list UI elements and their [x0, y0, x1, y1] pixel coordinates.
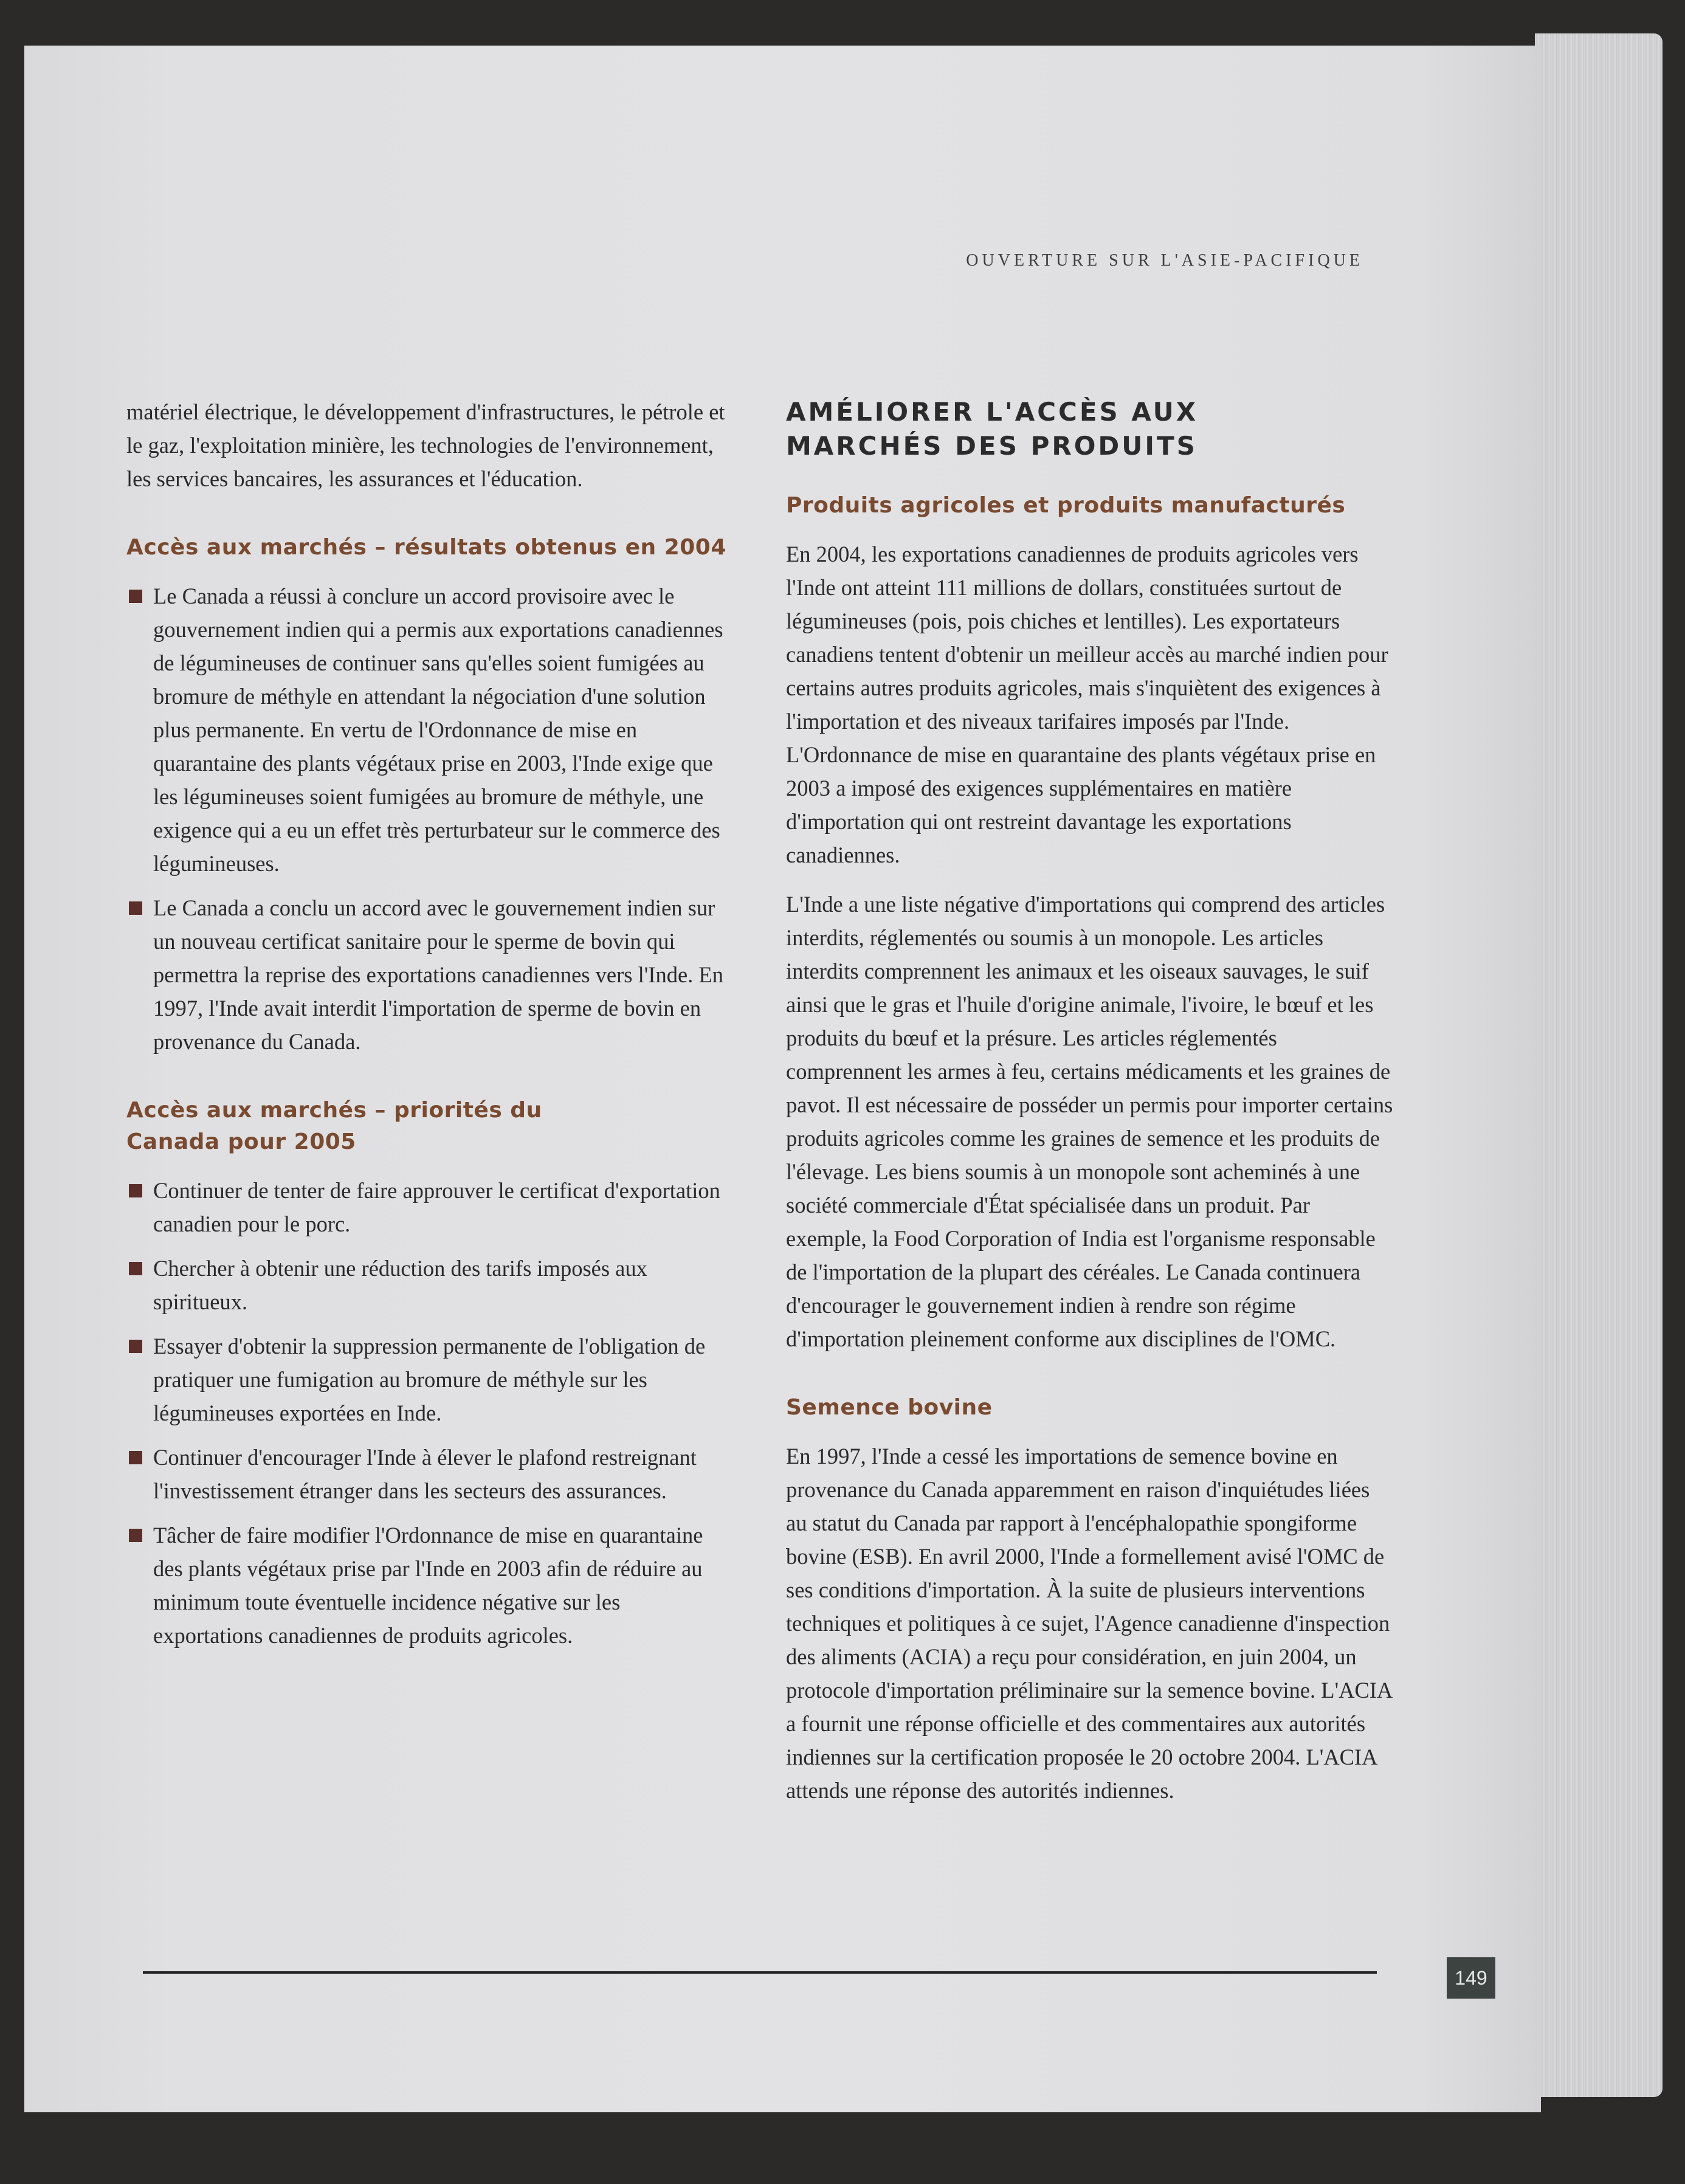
bullet-square-icon	[129, 1184, 142, 1197]
footer-rule	[143, 1971, 1377, 1974]
running-head: OUVERTURE SUR L'ASIE-PACIFIQUE	[966, 251, 1363, 270]
results-list	[126, 579, 728, 1058]
book-page	[24, 46, 1541, 2112]
heading-agricultural-products: Produits agricoles et produits manufacturés	[786, 493, 1346, 518]
list-item: Essayer d'obtenir la suppression permanente de l'obligation de pratiquer une fumigation au bromure de méthyle sur les légumineuses exportées en Inde.	[126, 1329, 728, 1430]
bullet-square-icon	[129, 1451, 142, 1464]
heading-priorities-2005: Accès aux marchés – priorités du Canada pour 2005	[126, 1098, 542, 1154]
paragraph-bovine-semen: En 1997, l'Inde a cessé les importations de semence bovine en provenance du Canada apparemment en raison d'inquiétudes liées au statut du Canada par rapport à l'encéphalopathie spongiforme bovine (ESB). En avril 2000, l'Inde a formellement avisé l'OMC de ses conditions d'importation. À la suite de plusieurs interventions techniques et politiques à ce sujet, l'Agence canadienne d'inspection des aliments (ACIA) a reçu pour considération, en juin 2004, un protocole d'importation préliminaire sur la semence bovine. L'ACIA a fournit une réponse officielle et des commentaires aux autorités indiennes sur la certification proposée le 20 octobre 2004. L'ACIA attends une réponse des autorités indiennes.	[786, 1444, 1392, 1803]
list-item: Continuer de tenter de faire approuver le certificat d'exportation canadien pour le porc.	[126, 1174, 728, 1241]
priorities-list	[126, 1174, 728, 1652]
book-page-edges	[1535, 33, 1663, 2097]
left-column	[126, 395, 728, 1663]
paragraph-exports-2004: En 2004, les exportations canadiennes de produits agricoles vers l'Inde ont atteint 111 millions de dollars, constituées surtout de légumineuses (pois, pois chiches et lentilles). Les exportateurs canadiens tentent d'obtenir un meilleur accès au marché indien pour certains autres produits agricoles, mais s'inquiètent des exigences à l'importation et des niveaux tarifaires imposés par l'Inde. L'Ordonnance de mise en quarantaine des plants végétaux prise en 2003 a imposé des exigences supplémentaires en matière d'importation qui ont restreint davantage les exportations canadiennes.	[786, 542, 1388, 867]
right-column	[786, 395, 1394, 1823]
bullet-square-icon	[129, 590, 142, 603]
page-number: 149	[1447, 1957, 1495, 1999]
bullet-square-icon	[129, 901, 142, 915]
list-item: Continuer d'encourager l'Inde à élever le plafond restreignant l'investissement étranger dans les secteurs des assurances.	[126, 1441, 728, 1507]
list-item: Le Canada a conclu un accord avec le gouvernement indien sur un nouveau certificat sanitaire pour le sperme de bovin qui permettra la reprise des exportations canadiennes vers l'Inde. En 1997, l'Inde avait interdit l'importation de sperme de bovin en provenance du Canada.	[126, 891, 728, 1058]
intro-paragraph: matériel électrique, le développement d'infrastructures, le pétrole et le gaz, l'exploitation minière, les technologies de l'environnement, les services bancaires, les assurances et l'éducation.	[126, 399, 725, 491]
list-item: Le Canada a réussi à conclure un accord provisoire avec le gouvernement indien qui a permis aux exportations canadiennes de légumineuses de continuer sans qu'elles soient fumigées au bromure de méthyle en attendant la négociation d'une solution plus permanente. En vertu de l'Ordonnance de mise en quarantaine des plants végétaux prise en 2003, l'Inde exige que les légumineuses soient fumigées au bromure de méthyle, une exigence qui a eu un effet très perturbateur sur le commerce des légumineuses.	[126, 579, 728, 880]
list-item: Chercher à obtenir une réduction des tarifs imposés aux spiritueux.	[126, 1252, 728, 1318]
bullet-square-icon	[129, 1262, 142, 1275]
heading-bovine-semen: Semence bovine	[786, 1395, 993, 1420]
bullet-square-icon	[129, 1529, 142, 1542]
bullet-square-icon	[129, 1340, 142, 1353]
paragraph-negative-list: L'Inde a une liste négative d'importations qui comprend des articles interdits, réglementés ou soumis à un monopole. Les articles interdits comprennent les animaux et les oiseaux sauvages, le suif ainsi que le gras et l'huile d'origine animale, l'ivoire, le bœuf et les produits du bœuf et la présure. Les articles réglementés comprennent les armes à feu, certains médicaments et les graines de pavot. Il est nécessaire de posséder un permis pour importer certains produits agricoles comme les graines de semence et les produits de l'élevage. Les biens soumis à un monopole sont acheminés à une société commerciale d'État spécialisée dans un produit. Par exemple, la Food Corporation of India est l'organisme responsable de l'importation de la plupart des céréales. Le Canada continuera d'encourager le gouvernement indien à rendre son régime d'importation pleinement conforme aux disciplines de l'OMC.	[786, 892, 1393, 1351]
section-title: AMÉLIORER L'ACCÈS AUX MARCHÉS DES PRODUITS	[786, 397, 1199, 461]
heading-results-2004: Accès aux marchés – résultats obtenus en 2004	[126, 535, 726, 560]
list-item: Tâcher de faire modifier l'Ordonnance de mise en quarantaine des plants végétaux prise par l'Inde en 2003 afin de réduire au minimum toute éventuelle incidence négative sur les exportations canadiennes de produits agricoles.	[126, 1518, 728, 1652]
